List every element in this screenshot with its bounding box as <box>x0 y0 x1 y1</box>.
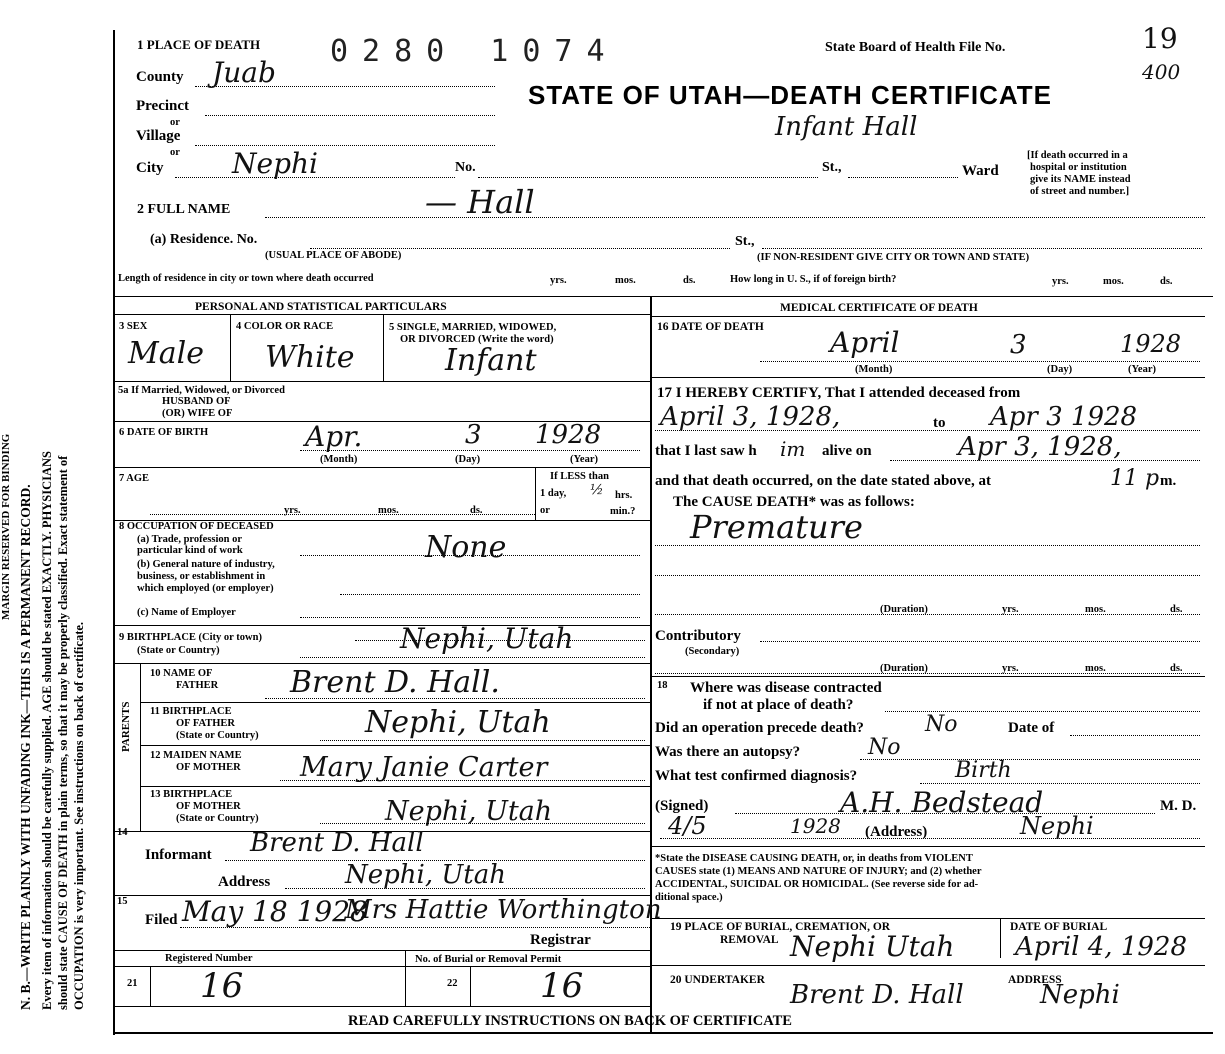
no-label: No. <box>455 160 476 175</box>
dod-year-caption: (Year) <box>1128 364 1156 375</box>
less-hrs-label: hrs. <box>615 490 633 501</box>
occupation-a-2: particular kind of work <box>137 545 243 556</box>
occupation-b-3: which employed (or employer) <box>137 583 274 594</box>
personal-header: PERSONAL AND STATISTICAL PARTICULARS <box>195 301 447 313</box>
place-label: 1 PLACE OF DEATH <box>137 37 261 52</box>
mother-birthplace-value: Nephi, Utah <box>385 796 553 827</box>
certificate-title: STATE OF UTAH—DEATH CERTIFICATE <box>528 80 1052 110</box>
attended-from-date: April 3, 1928, <box>660 402 841 432</box>
secondary-label: (Secondary) <box>685 646 740 657</box>
less-min-label: min.? <box>610 506 636 517</box>
birthplace-sub: (State or Country) <box>137 645 220 656</box>
or-2: or <box>170 147 180 158</box>
autopsy-label: Was there an autopsy? <box>655 744 801 760</box>
how-long-yrs: yrs. <box>1052 276 1069 287</box>
filed-label: Filed <box>145 912 178 928</box>
duration-1-ds: ds. <box>1170 604 1183 615</box>
where-contracted-2: if not at place of death? <box>703 697 854 713</box>
mother-label-2: OF MOTHER <box>176 762 241 773</box>
duration-1-mos: mos. <box>1085 604 1106 615</box>
father-birthplace-label-3: (State or Country) <box>176 730 259 741</box>
length-residence-label: Length of residence in city or town where death occurred <box>118 273 374 284</box>
residence-label: (a) Residence. No. <box>150 232 258 247</box>
item-21: 21 <box>127 978 138 989</box>
signed-date: 4/5 <box>668 812 707 840</box>
length-ds: ds. <box>683 275 696 286</box>
operation-date-label: Date of <box>1008 720 1055 736</box>
autopsy-value: No <box>868 735 901 760</box>
last-saw-pronoun: im <box>780 437 806 461</box>
rule-top-sections <box>113 296 1213 297</box>
undertaker-address-label: ADDRESS <box>1008 974 1062 986</box>
precinct-label: Precinct <box>136 98 190 114</box>
to-label: to <box>933 415 946 431</box>
less-hrs-value: ½ <box>590 482 604 498</box>
dob-month-caption: (Month) <box>320 454 358 465</box>
father-birthplace-label-2: OF FATHER <box>176 718 236 729</box>
employer-label: (c) Name of Employer <box>137 607 236 618</box>
cause-label: The CAUSE DEATH* was as follows: <box>673 494 915 510</box>
file-number-2: 400 <box>1142 60 1181 84</box>
father-label-1: 10 NAME OF <box>150 668 213 679</box>
spouse-label-2: HUSBAND OF <box>162 396 231 407</box>
usual-abode: (USUAL PLACE OF ABODE) <box>265 250 402 261</box>
dob-day: 3 <box>465 420 482 450</box>
dod-year: 1928 <box>1120 330 1182 358</box>
mother-birthplace-label-2: OF MOTHER <box>176 801 241 812</box>
duration-1-yrs: yrs. <box>1002 604 1019 615</box>
infant-name-note: Infant Hall <box>775 112 918 142</box>
marital-label-1: 5 SINGLE, MARRIED, WIDOWED, <box>389 322 557 333</box>
occupation-b-1: (b) General nature of industry, <box>137 559 275 570</box>
length-mos: mos. <box>615 275 636 286</box>
cause-value: Premature <box>690 508 863 546</box>
instructions-footer: READ CAREFULLY INSTRUCTIONS ON BACK OF CERTIFICATE <box>348 1013 792 1029</box>
less-day-label: 1 day, <box>540 488 567 499</box>
signed-year: 1928 <box>790 814 841 838</box>
margin-line-3: should state CAUSE OF DEATH in plain terms, so that it may be properly classified. Exact statement of <box>56 455 70 1010</box>
age-mos: mos. <box>378 505 399 516</box>
violent-causes-note-2: CAUSES state (1) MEANS AND NATURE OF INJURY; and (2) whether <box>655 866 982 877</box>
burial-date-value: April 4, 1928 <box>1015 932 1187 962</box>
undertaker-label: 20 UNDERTAKER <box>670 974 765 986</box>
sex-label: 3 SEX <box>119 321 148 332</box>
county-value: Juab <box>212 56 276 89</box>
item-18: 18 <box>657 680 668 691</box>
item-15: 15 <box>117 896 128 907</box>
occupation-a-1: (a) Trade, profession or <box>137 534 242 545</box>
city-label: City <box>136 160 164 176</box>
burial-place-value: Nephi Utah <box>790 930 955 963</box>
how-long-label: How long in U. S., if of foreign birth? <box>730 274 897 285</box>
father-value: Brent D. Hall. <box>290 665 500 700</box>
dod-day-caption: (Day) <box>1047 364 1073 375</box>
city-value: Nephi <box>232 147 318 180</box>
sex-value: Male <box>128 336 204 371</box>
dob-year: 1928 <box>535 420 602 450</box>
file-label: State Board of Health File No. <box>825 40 1006 55</box>
age-ds: ds. <box>470 505 483 516</box>
color-value: White <box>265 340 355 375</box>
duration-2-mos: mos. <box>1085 663 1106 674</box>
mother-birthplace-label-1: 13 BIRTHPLACE <box>150 789 233 800</box>
physician-address-label: (Address) <box>865 824 928 840</box>
mother-label-1: 12 MAIDEN NAME <box>150 750 242 761</box>
undertaker-value: Brent D. Hall <box>790 980 964 1010</box>
certify-text: 17 I HEREBY CERTIFY, That I attended deceased from <box>657 385 1021 401</box>
physician-signature: A.H. Bedstead <box>840 786 1044 819</box>
registered-number-label: Registered Number <box>165 953 253 964</box>
informant-address-label: Address <box>218 874 271 890</box>
death-time: 11 p <box>1110 466 1160 491</box>
burial-permit-value: 16 <box>540 966 584 1006</box>
item-14: 14 <box>117 827 128 838</box>
ward-note-3: give its NAME instead <box>1030 174 1131 185</box>
ward-note-1: [If death occurred in a <box>1027 150 1128 161</box>
spouse-label-1: 5a If Married, Widowed, or Divorced <box>118 385 285 396</box>
frame-left <box>113 30 115 1035</box>
birthplace-value: Nephi, Utah <box>400 622 574 655</box>
diagnosis-test-value: Birth <box>955 758 1012 783</box>
father-birthplace-label-1: 11 BIRTHPLACE <box>150 706 232 717</box>
violent-causes-note-1: *State the DISEASE CAUSING DEATH, or, in deaths from VIOLENT <box>655 853 973 864</box>
non-resident-note: (IF NON-RESIDENT GIVE CITY OR TOWN AND STATE) <box>757 252 1030 263</box>
informant-address-value: Nephi, Utah <box>345 860 506 890</box>
village-label: Village <box>136 128 181 144</box>
last-saw-label: that I last saw h <box>655 443 757 459</box>
spouse-label-3: (OR) WIFE OF <box>162 408 233 419</box>
mother-birthplace-label-3: (State or Country) <box>176 813 259 824</box>
father-birthplace-value: Nephi, Utah <box>365 705 551 740</box>
father-label-2: FATHER <box>176 680 219 691</box>
diagnosis-test-label: What test confirmed diagnosis? <box>655 768 858 784</box>
full-name-label: 2 FULL NAME <box>137 202 231 217</box>
violent-causes-note-4: ditional space.) <box>655 892 723 903</box>
parents-label: PARENTS <box>120 701 132 752</box>
full-name-value: — Hall <box>425 183 535 221</box>
margin-line-4: OCCUPATION is very important. See instructions on back of certificate. <box>72 621 86 1010</box>
duration-2-yrs: yrs. <box>1002 663 1019 674</box>
signed-label: (Signed) <box>655 798 709 814</box>
dod-month: April <box>830 326 900 359</box>
or-1: or <box>170 117 180 128</box>
mother-value: Mary Janie Carter <box>300 752 548 783</box>
dod-month-caption: (Month) <box>855 364 893 375</box>
burial-permit-label: No. of Burial or Removal Permit <box>415 954 562 965</box>
alive-on-date: Apr 3, 1928, <box>958 432 1122 462</box>
margin-line-1: N. B.—WRITE PLAINLY WITH UNFADING INK—THIS IS A PERMANENT RECORD. <box>18 484 33 1010</box>
death-time-m: m. <box>1160 473 1177 489</box>
less-or-label: or <box>540 505 550 516</box>
dod-day: 3 <box>1010 330 1027 360</box>
violent-causes-note-3: ACCIDENTAL, SUICIDAL OR HOMICIDAL. (See reverse side for ad- <box>655 879 979 890</box>
informant-value: Brent D. Hall <box>250 828 424 858</box>
alive-on-label: alive on <box>822 443 872 459</box>
undertaker-address: Nephi <box>1040 980 1120 1010</box>
duration-2-label: (Duration) <box>880 663 928 674</box>
dob-label: 6 DATE OF BIRTH <box>119 427 209 438</box>
dob-month: Apr. <box>305 420 363 453</box>
ward-label: Ward <box>962 163 999 179</box>
registrar-name: Mrs Hattie Worthington <box>345 895 662 925</box>
medical-header: MEDICAL CERTIFICATE OF DEATH <box>780 302 978 314</box>
occupation-label: 8 OCCUPATION OF DECEASED <box>119 521 274 532</box>
birthplace-label: 9 BIRTHPLACE (City or town) <box>119 632 262 643</box>
md-label: M. D. <box>1160 798 1197 814</box>
burial-label-2: REMOVAL <box>720 934 779 946</box>
registered-number-value: 16 <box>200 966 244 1006</box>
file-number: 19 <box>1142 22 1178 55</box>
registrar-label: Registrar <box>530 932 591 948</box>
frame-bottom <box>113 1032 1213 1034</box>
burial-label-1: 19 PLACE OF BURIAL, CREMATION, OR <box>670 921 891 933</box>
burial-date-label: DATE OF BURIAL <box>1010 921 1108 933</box>
age-yrs: yrs. <box>284 505 301 516</box>
item-22: 22 <box>447 978 458 989</box>
less-than-label: If LESS than <box>550 471 609 482</box>
dob-year-caption: (Year) <box>570 454 598 465</box>
dod-label: 16 DATE OF DEATH <box>657 321 764 333</box>
operation-value: No <box>925 712 958 737</box>
ward-note-2: hospital or institution <box>1030 162 1127 173</box>
dob-day-caption: (Day) <box>455 454 481 465</box>
occupation-b-2: business, or establishment in <box>137 571 266 582</box>
st-label: St., <box>822 160 842 175</box>
length-yrs: yrs. <box>550 275 567 286</box>
informant-label: Informant <box>145 847 212 863</box>
death-occurred-text: and that death occurred, on the date stated above, at <box>655 473 991 489</box>
marital-value: Infant <box>445 343 537 378</box>
filed-date: May 18 1928 <box>182 895 368 928</box>
margin-binding: MARGIN RESERVED FOR BINDING <box>0 433 12 620</box>
stamp-number: 0280 1074 <box>330 34 619 69</box>
where-contracted-1: Where was disease contracted <box>690 680 882 696</box>
physician-address: Nephi <box>1020 812 1094 840</box>
marital-label-2: OR DIVORCED (Write the word) <box>400 334 554 345</box>
margin-line-2: Every item of information should be carefully supplied. AGE should be stated EXACTLY. PHYSICIANS <box>40 451 54 1010</box>
how-long-ds: ds. <box>1160 276 1173 287</box>
duration-2-ds: ds. <box>1170 663 1183 674</box>
ward-note-4: of street and number.] <box>1030 186 1130 197</box>
county-label: County <box>136 69 184 85</box>
occupation-value: None <box>425 530 507 565</box>
attended-to-date: Apr 3 1928 <box>990 402 1138 432</box>
operation-label: Did an operation precede death? <box>655 720 864 736</box>
contributory-label: Contributory <box>655 628 741 644</box>
residence-st-label: St., <box>735 234 755 249</box>
duration-1-label: (Duration) <box>880 604 928 615</box>
color-label: 4 COLOR OR RACE <box>236 321 334 332</box>
how-long-mos: mos. <box>1103 276 1124 287</box>
age-label: 7 AGE <box>119 473 150 484</box>
